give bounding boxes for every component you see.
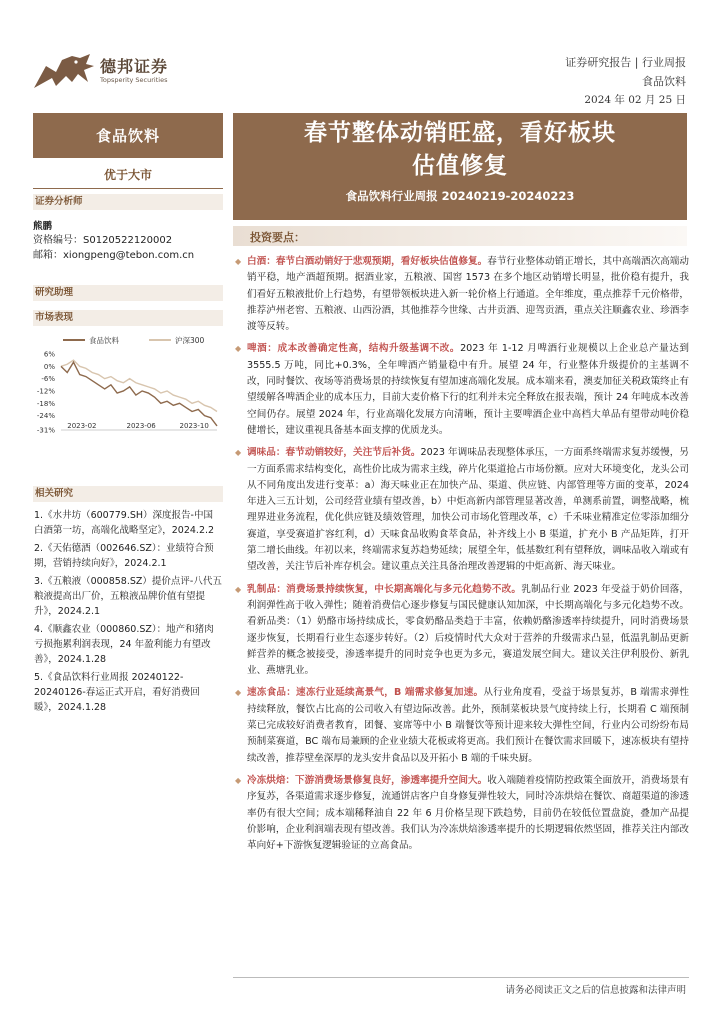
report-meta [565,53,686,110]
x-axis [61,422,217,430]
diamond-bullet-icon: ◆ [235,688,242,698]
rating-label: 优于大市 [103,168,152,182]
paragraph-title: 白酒：春节白酒动销好于悲观预期，看好板块估值修复。 [247,256,488,267]
x-tick-label: 2023-06 [126,422,156,430]
paragraph-title: 冷冻烘焙：下游消费场景修复良好，渗透率提升空间大。 [247,774,488,786]
paragraph-dairy [233,582,689,680]
footer-divider [233,977,689,978]
diamond-bullet-icon: ◆ [235,257,242,266]
report-date: 2024 年 02 月 25 日 [584,94,686,106]
paragraph-title: 啤酒：成本改善确定性高，结构升级基调不改。 [247,343,461,355]
brand-name-en: Topsperity Securities [100,75,168,84]
legend-label-hs300: 沪深300 [175,336,205,345]
paragraph-frozen-bakery [233,773,689,854]
report-type: 证券研究报告 | 行业周报 [565,56,686,69]
y-tick-label: -24% [36,412,55,421]
analyst-cert: 资格编号：S0120522120002 [33,235,173,246]
diamond-bullet-icon: ◆ [235,344,242,354]
chart-series [61,360,217,426]
paragraph-text: 春节行业整体动销正增长，其中高端酒次高端动销平稳，地产酒超预期。据酒业家，五粮液、国窖 1573 在多个地区动销增长明显，批价稳有提升，我们看好五粮液批价上行趋势，有望带领板块进入新一轮价格上行通道。全年维度，重点推荐千元价格带，推荐泸州老窖、五粮液、山西汾酒，其他推荐今世缘、古井贡酒、迎驾贡酒，重点关注顺鑫农业、珍酒李渡等反转。 [247,256,690,333]
y-tick-label: -31% [36,426,55,435]
report-title-line2: 估值修复 [412,152,508,179]
y-tick-label: -6% [41,375,55,384]
paragraph-baijiu [233,254,689,335]
y-axis [37,351,55,435]
analyst-heading: 证券分析师 [33,194,223,210]
y-tick-label: 6% [43,350,55,359]
paragraph-title: 乳制品：消费场景持续恢复，中长期高端化与多元化趋势不改。 [247,583,522,595]
paragraph-frozen-food [233,685,689,766]
report-title-block [233,113,687,220]
diamond-bullet-icon: ◆ [235,448,242,458]
related-item[interactable]: 1.《水井坊（600779.SH）深度报告-中国白酒第一坊，高端化战略坚定》，2024.2.2 [34,510,215,536]
related-item[interactable]: 5.《食品饮料行业周报 20240122-20240126-春运正式开启，看好消费回暖》，2024.1.28 [34,672,200,713]
rating-divider [33,188,223,189]
paragraph-text: 2023 年调味品表现整体承压，一方面系终端需求复苏缓慢，另一方面系需求结构变化，高性价比成为需求主线，碎片化渠道抢占市场份额。应对大环境变化，龙头公司从不同角度出发进行变革：a）海天味业正在加快产品、渠道、供应链、内部管理等方面的变革，2024 年进入三五计划，公司经营业绩有望改善，b）中炬高新内部管理显著改善，单测系前置，调整战略，梳理界进业务流程，优化供应链及绩效管理，加快公司市场化管理改革，c）千禾味业精准定位零添加细分赛道，享受赛道扩容红利，d）天味食品收购食萃食品，补齐线上小 B 渠道，扩充小 B 产品矩阵，打开第二增长曲线。年初以来，终端需求复苏趋势延续；展望全年，低基数红利有望释放，调味品收入端或有望改善，关注节后补库存机会。建议重点关注具备治理改善逻辑的中炬高新、海天味业。 [247,447,690,573]
brand-logo [32,52,168,90]
market-performance-chart [33,332,223,442]
related-item[interactable]: 2.《天佑德酒（002646.SZ）：业绩符合预期，营销持续向好》，2024.2.1 [34,543,214,569]
report-body [233,254,689,860]
paragraph-text: 乳制品行业 2023 年受益于奶价回落，利润弹性高于收入弹性；随着消费信心逐步修复与国民健康认知加深，中长期高端化与多元化趋势不改。看新品类：（1）奶酪市场持续成长，零食奶酪品类趋于丰富，依赖奶酪渗透率持续提升，同时消费场景逐步恢复，长期看行业生态逐步转好。（2）后疫情时代大众对于营养的升级需求凸显，低温乳制品更新鲜营养的概念被接受，渗透率提升的同时竞争也更为多元，赛道发展空间大。建议关注伊利股份、新乳业、燕塘乳业。 [247,583,690,677]
x-tick-label: 2023-02 [67,422,97,430]
y-tick-label: 0% [43,362,55,371]
brand-horse-icon [32,52,96,90]
chart-legend [63,335,205,345]
paragraph-condiments [233,445,689,575]
analyst-info [33,233,194,263]
paragraph-title: 速冻食品：速冻行业延续高景气，B 端需求修复加速。 [247,687,484,699]
diamond-bullet-icon: ◆ [235,584,242,594]
paragraph-text: 收入端随着疫情防控政策全面放开，消费场景有序复苏，各渠道需求逐步修复，流通饼店客户自身修复弹性较大，同时冷冻烘焙在餐饮、商超渠道的渗透率仍有很大空间；成本端稀释油自 22 年 6 月价格呈现下跌趋势，目前仍在较低位置盘旋，叠加产品提价影响，企业利润端表现有望改善。我们认为冷冻烘焙渗透率提升的长期逻辑依然坚固，推荐关注内部改革向好+下游恢复逻辑验证的立高食品。 [247,774,690,852]
sector-label: 食品饮料 [33,113,223,158]
related-research-list [34,508,222,718]
x-tick-label: 2023-10 [179,422,209,430]
legend-label-food: 食品饮料 [89,336,119,345]
paragraph-text: 2023 年 1-12 月啤酒行业规模以上企业总产量达到 3555.5 万吨，同比+0.3%，全年啤酒产销量稳中有升。展望 24 年，行业整体升级提价的主基调不改，同时餐饮、夜场等消费场景的持续恢复有望加速高端化发展。成本端来看，澳麦加征关税政策终止有望缓解各啤酒企业的成本压力，目前大麦价格下行的红利并未完全释放在报表端，预计 24 年吨成本改善空间仍存。展望 2024 年，行业高端化发展方向清晰，预计主要啤酒企业中高档大单品有望带动吨价稳健增长，建议重视具备基本面支撑的优质龙头。 [247,343,690,436]
y-tick-label: -12% [36,387,55,396]
related-item[interactable]: 3.《五粮液（000858.SZ）提价点评-八代五粮液提高出厂价，五粮液品牌价值有望提升》，2024.2.1 [34,576,222,617]
analyst-name: 熊鹏 [33,221,53,232]
brand-name-cn: 德邦证券 [100,56,169,76]
report-title [233,113,687,182]
key-points-label: 投资要点： [250,231,305,244]
series-line [61,360,217,411]
paragraph-title: 调味品：春节动销较好，关注节后补货。 [247,447,421,459]
paragraph-beer [233,341,689,439]
diamond-bullet-icon: ◆ [235,775,242,785]
paragraph-text: 从行业角度看，受益于场景复苏，B 端需求弹性持续释放，餐饮占比高的公司收入有望边际改善。此外，预制菜板块景气度持续上行，长期看 C 端预制菜已完成较好消费者教育，团餐、宴席等中小 B 端餐饮等预计迎来较大弹性空间，行业内公司纷纷布局预制菜赛道，BC 端布局兼顾的企业业绩大花板或将更高。我们预计在餐饮需求回暖下，速冻板块有望持续改善，推荐壁垒深厚的龙头安井食品以及开拓小 B 端的千味央厨。 [247,687,689,764]
report-title-line1: 春节整体动销旺盛，看好板块 [304,119,616,146]
related-item[interactable]: 4.《顺鑫农业（000860.SZ）：地产和猪肉亏损拖累利润表现，24 年盈利能力有望改善》，2024.1.28 [34,624,214,665]
series-line [61,362,217,426]
related-heading: 相关研究 [33,486,223,502]
analyst-email: 邮箱：xiongpeng@tebon.com.cn [33,250,195,261]
assistant-heading: 研究助理 [33,285,223,301]
report-sector: 食品饮料 [642,75,686,88]
report-subtitle: 食品饮料行业周报 20240219-20240223 [345,189,575,203]
market-heading: 市场表现 [33,310,223,326]
y-tick-label: -18% [36,399,55,408]
disclaimer-footer: 请务必阅读正文之后的信息披露和法律声明 [505,985,686,996]
